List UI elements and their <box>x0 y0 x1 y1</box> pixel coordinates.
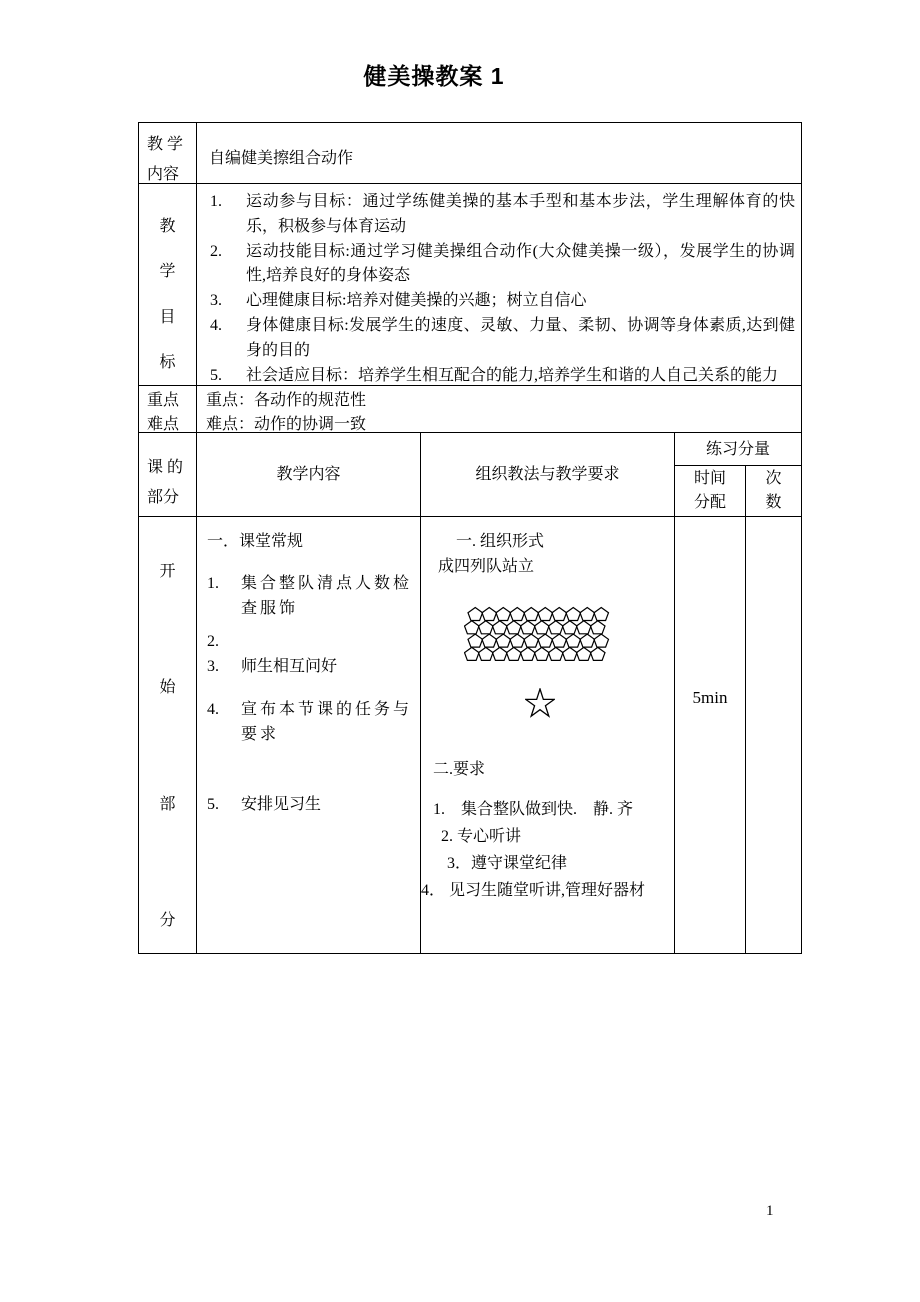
item-number: 2. <box>207 633 219 650</box>
objective-number: 1. <box>210 193 222 210</box>
objective-item <box>203 289 795 314</box>
page-number: 1 <box>766 1203 774 1219</box>
label-char: 目 <box>159 308 176 326</box>
objective-number: 4. <box>210 316 222 334</box>
opening-organization-cell <box>421 517 675 954</box>
count-header-cell <box>746 466 802 517</box>
opening-content-heading: 一．课堂常规 <box>207 533 304 550</box>
requirement-item: 4． 见习生随堂听讲,管理好器材 <box>421 882 646 899</box>
opening-content-item <box>207 571 412 621</box>
label-char: 学 <box>159 263 176 281</box>
teaching-content-value: 自编健美擦组合动作 <box>209 150 354 167</box>
label-line: 重点 <box>147 392 180 409</box>
keypoint-text: 重点：各动作的规范性 <box>206 392 367 409</box>
objective-text: 运动技能目标:通过学习健美操组合动作(大众健美操一级），发展学生的协调性,培养良好的身体姿态 <box>246 242 795 285</box>
opening-time-cell <box>675 517 746 954</box>
label-line: 教 学 <box>147 136 184 153</box>
opening-content-item <box>207 654 412 679</box>
label-char: 标 <box>159 353 176 371</box>
objectives-label-cell <box>139 184 197 386</box>
keypoints-value-cell <box>197 386 802 433</box>
time-header-cell <box>675 466 746 517</box>
opening-content-item <box>207 629 412 654</box>
label-char: 教 <box>159 218 176 235</box>
header-line: 部分 <box>147 489 180 506</box>
objective-item <box>203 240 795 290</box>
label-line: 难点 <box>147 415 180 433</box>
item-number: 5. <box>207 796 219 813</box>
organization-heading: 一. 组织形式 <box>456 533 545 550</box>
objective-item <box>203 314 795 364</box>
label-char: 部 <box>159 795 176 813</box>
teaching-content-label-cell <box>139 123 197 184</box>
label-char: 分 <box>159 911 176 929</box>
header-text: 练习分量 <box>705 440 770 458</box>
objective-item <box>203 190 795 240</box>
content-header-cell <box>197 433 421 517</box>
objective-number: 5. <box>210 366 222 384</box>
requirement-item: 2. 专心听讲 <box>441 828 522 845</box>
method-header-cell <box>421 433 675 517</box>
item-text: 集合整队清点人数检查服饰 <box>241 575 413 617</box>
item-text: 宣布本节课的任务与要求 <box>241 701 413 743</box>
header-text: 时间 分配 <box>693 470 726 511</box>
header-line: 课 的 <box>147 459 184 476</box>
header-text: 次 数 <box>765 470 782 511</box>
opening-content-cell <box>197 517 421 954</box>
part-header-cell <box>139 433 197 517</box>
requirements-heading: 二.要求 <box>433 761 486 778</box>
objectives-list-cell <box>197 184 802 386</box>
item-text: 师生相互问好 <box>241 658 338 675</box>
item-number: 1. <box>207 575 219 592</box>
objective-item <box>203 364 795 386</box>
objective-text: 心理健康目标:培养对健美操的兴趣；树立自信心 <box>246 292 587 310</box>
objective-text: 运动参与目标：通过学练健美操的基本手型和基本步法，学生理解体育的快乐，积极参与体育运动 <box>246 193 795 235</box>
item-number: 4. <box>207 701 219 718</box>
formation-pentagon-grid-icon <box>464 606 614 674</box>
load-header-cell <box>675 433 802 466</box>
requirement-item: 1. 集合整队做到快. 静. 齐 <box>433 801 634 818</box>
objective-number: 2. <box>210 242 222 260</box>
label-line: 内容 <box>147 166 180 183</box>
item-number: 3. <box>207 658 219 675</box>
opening-count-cell <box>746 517 802 954</box>
opening-part-label-cell <box>139 517 197 954</box>
lesson-plan-table <box>138 122 802 954</box>
label-char: 开 <box>159 563 176 580</box>
objective-number: 3. <box>210 292 222 310</box>
label-char: 始 <box>159 679 176 697</box>
objective-text: 社会适应目标：培养学生相互配合的能力,培养学生和谐的人自己关系的能力 <box>246 366 779 384</box>
page-title: 健美操教案 1 <box>363 63 505 89</box>
teacher-star-icon <box>525 688 555 718</box>
item-text <box>241 629 412 654</box>
objective-text: 身体健康目标:发展学生的速度、灵敏、力量、柔韧、协调等身体素质,达到健身的目的 <box>246 316 795 359</box>
organization-subheading: 成四列队站立 <box>438 558 535 575</box>
item-text: 安排见习生 <box>241 796 322 813</box>
keypoints-label-cell <box>139 386 197 433</box>
teaching-content-value-cell <box>197 123 802 184</box>
time-allocation-value: 5min <box>692 688 728 707</box>
header-text: 组织教法与教学要求 <box>475 466 620 483</box>
opening-content-item <box>207 697 412 747</box>
opening-content-item <box>207 792 412 817</box>
difficulty-text: 难点：动作的协调一致 <box>206 415 367 433</box>
requirement-item: 3．遵守课堂纪律 <box>447 855 568 872</box>
header-text: 教学内容 <box>276 466 341 483</box>
requirements-list <box>421 796 670 904</box>
